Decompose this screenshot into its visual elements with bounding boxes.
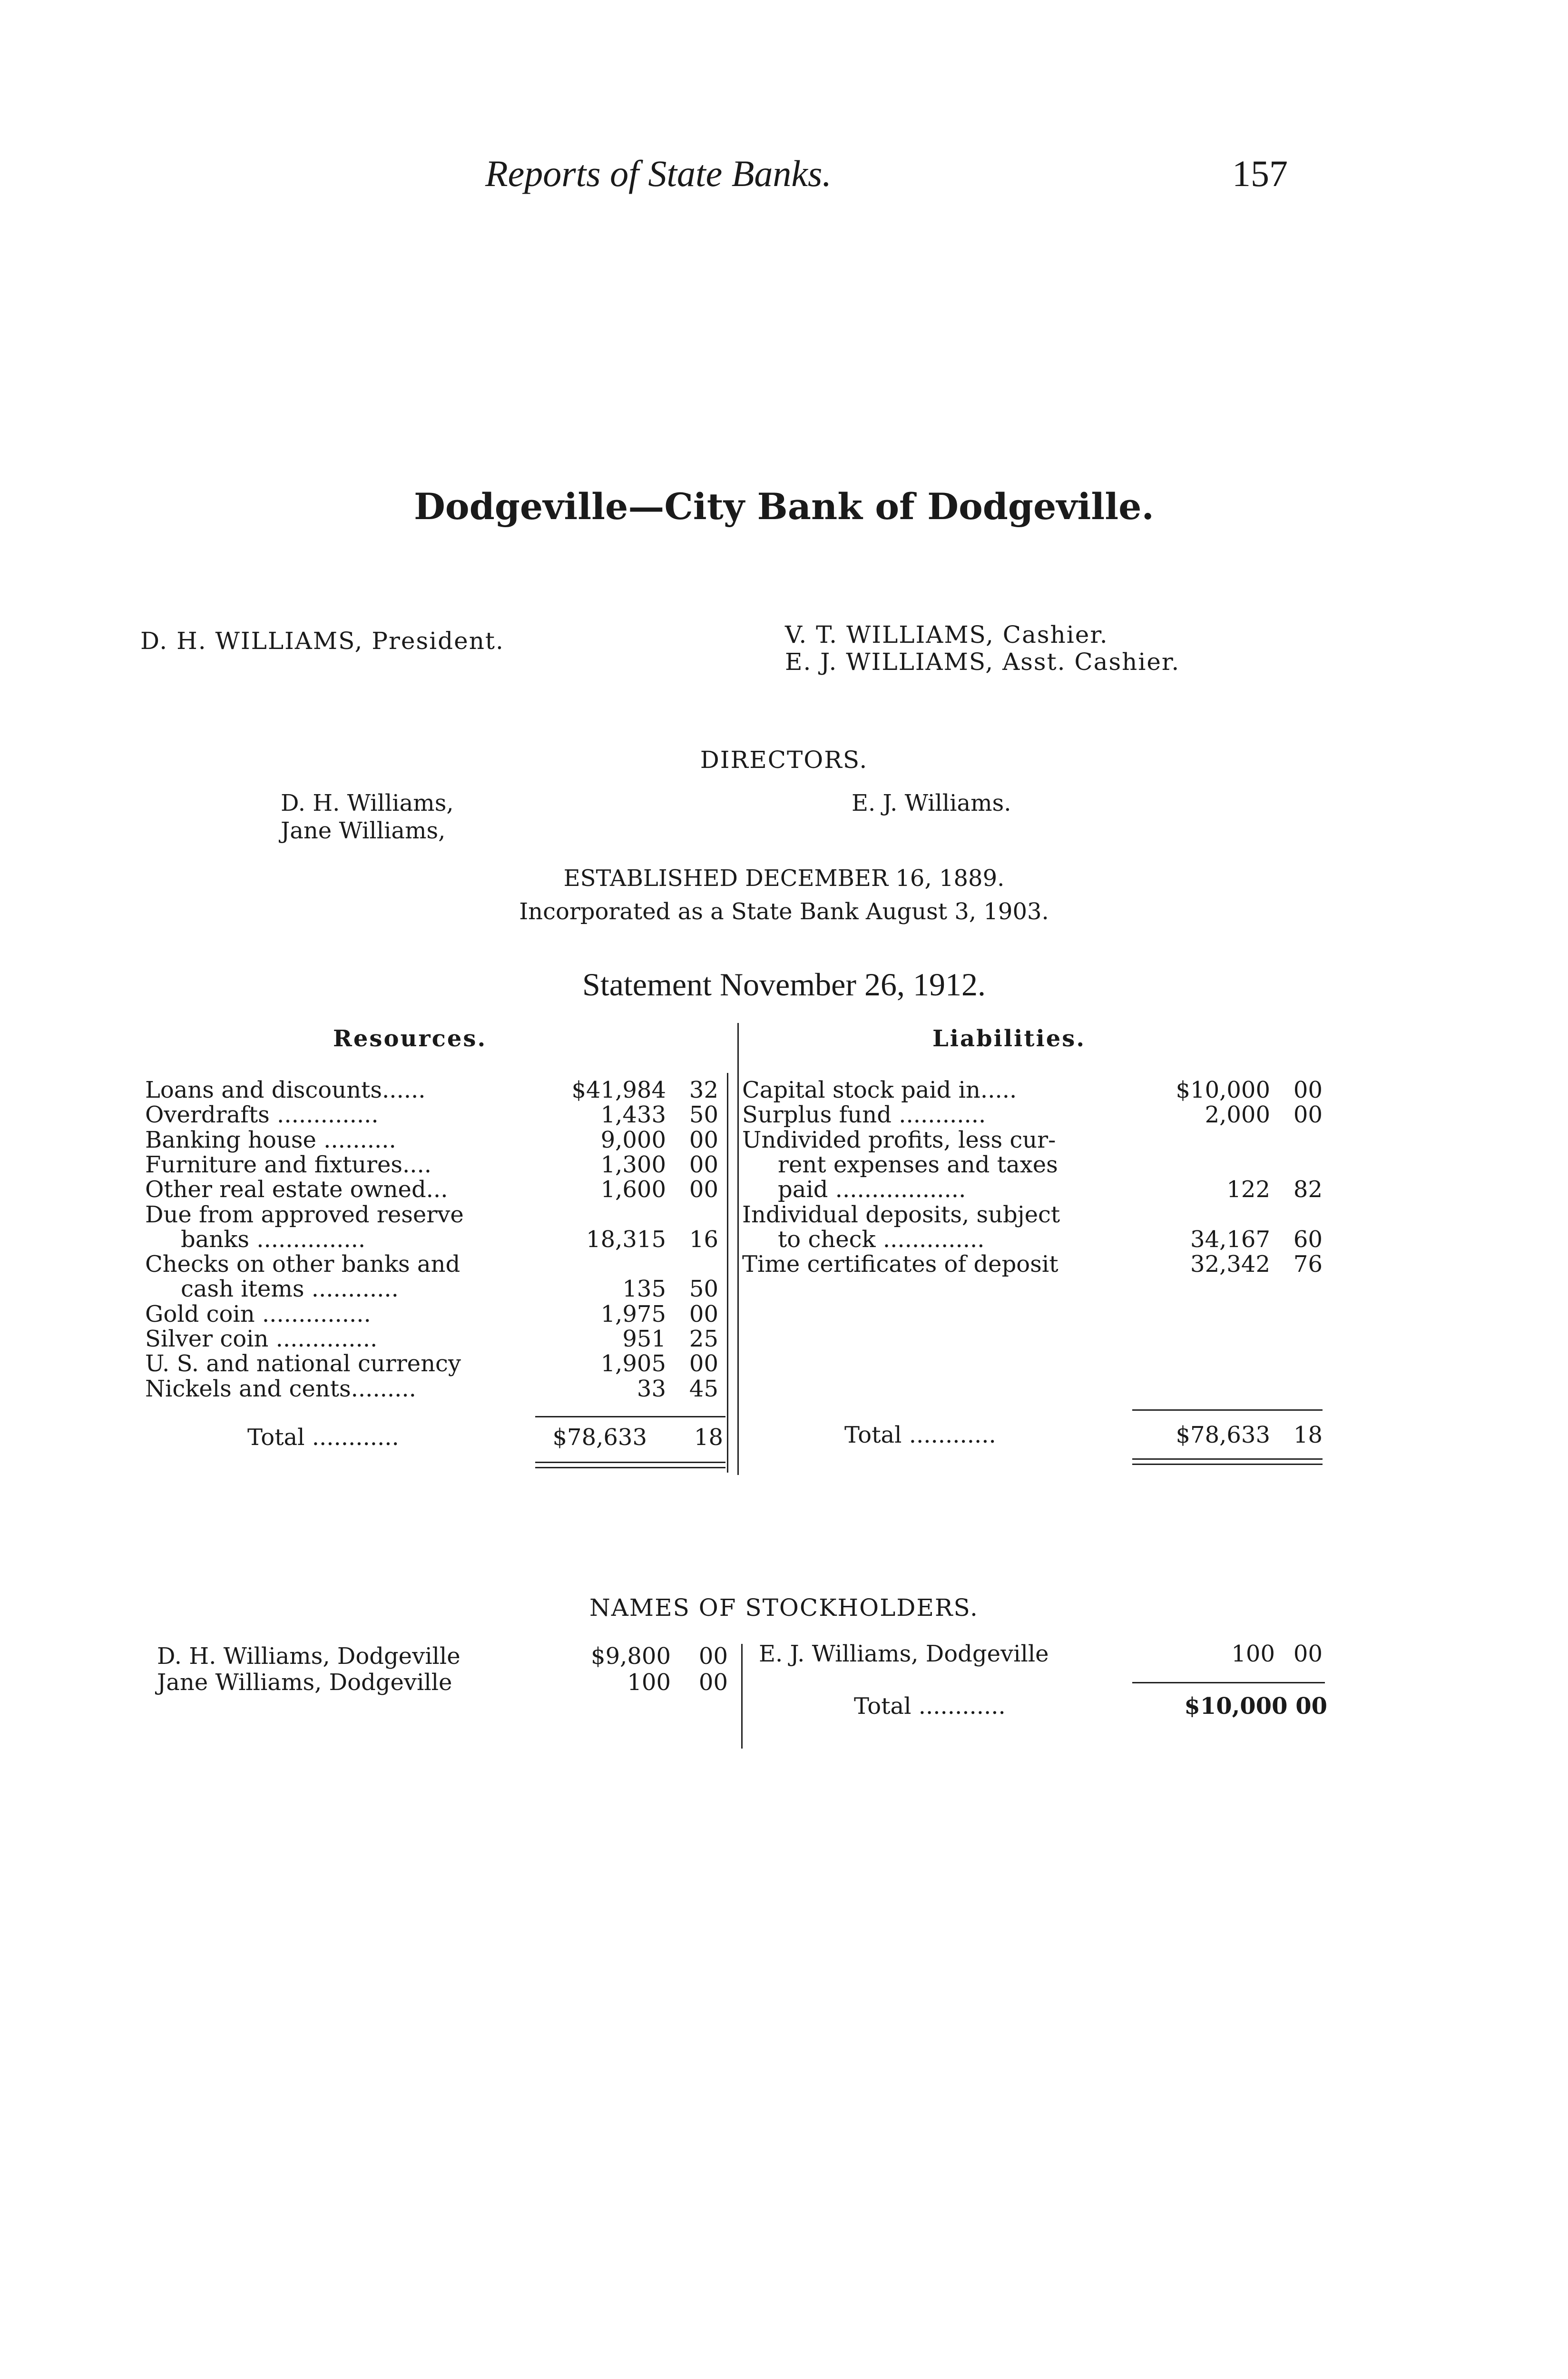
director-name: E. J. Williams. <box>852 790 1011 816</box>
resources-total-dollars: $78,633 <box>552 1424 647 1451</box>
liability-cents: 00 <box>1293 1077 1323 1103</box>
liability-label: to check .............. <box>778 1226 985 1253</box>
resource-cents: 00 <box>689 1301 718 1327</box>
resource-cents: 50 <box>689 1101 718 1128</box>
stockholder-dollars: 100 <box>627 1669 671 1696</box>
liability-cents: 82 <box>1293 1176 1323 1203</box>
resource-cents: 50 <box>689 1276 718 1302</box>
liabilities-total-cents: 18 <box>1293 1422 1323 1448</box>
resource-label: Gold coin ............... <box>145 1301 371 1327</box>
liability-cents: 76 <box>1293 1251 1323 1278</box>
stockholder-cents: 00 <box>698 1643 728 1670</box>
running-title: Reports of State Banks. <box>485 153 832 194</box>
resource-label: Loans and discounts...... <box>145 1077 426 1103</box>
resources-total-rule <box>535 1416 725 1417</box>
incorporated-line: Incorporated as a State Bank August 3, 1903. <box>519 898 1049 925</box>
resource-cents: 45 <box>689 1376 718 1402</box>
resource-cents: 00 <box>689 1176 718 1203</box>
liability-dollars: 122 <box>1226 1176 1270 1203</box>
resource-cents: 25 <box>689 1326 718 1352</box>
resources-heading: Resources. <box>333 1025 487 1052</box>
resource-label: Checks on other banks and <box>145 1251 461 1278</box>
resource-dollars: 1,975 <box>600 1301 666 1327</box>
liability-label: Undivided profits, less cur- <box>742 1127 1056 1153</box>
resource-dollars: 135 <box>622 1276 666 1302</box>
resource-label: banks ............... <box>181 1226 366 1253</box>
liability-label: Time certificates of deposit <box>742 1251 1058 1278</box>
resources-total-cents: 18 <box>694 1424 723 1451</box>
director-name: Jane Williams, <box>281 817 446 844</box>
resource-label: Silver coin .............. <box>145 1326 378 1352</box>
director-name: D. H. Williams, <box>281 790 454 816</box>
liability-label: Surplus fund ............ <box>742 1101 986 1128</box>
page-number: 157 <box>1232 153 1288 194</box>
stockholder-dollars: 100 <box>1231 1641 1275 1667</box>
stockholder-name: D. H. Williams, Dodgeville <box>157 1643 461 1670</box>
liabilities-total-label: Total ............ <box>844 1422 996 1448</box>
resource-dollars: 951 <box>622 1326 666 1352</box>
resource-dollars: 9,000 <box>600 1127 666 1153</box>
liability-dollars: 2,000 <box>1205 1101 1270 1128</box>
stockholder-name: E. J. Williams, Dodgeville <box>759 1641 1049 1667</box>
liability-dollars: 34,167 <box>1190 1226 1270 1253</box>
liability-label: Individual deposits, subject <box>742 1201 1060 1228</box>
established-line: ESTABLISHED DECEMBER 16, 1889. <box>563 865 1005 892</box>
resource-label: Overdrafts .............. <box>145 1101 379 1128</box>
liabilities-double-rule <box>1132 1458 1323 1465</box>
stockholders-divider <box>741 1644 743 1749</box>
liability-label: Capital stock paid in..... <box>742 1077 1017 1103</box>
bank-title: Dodgeville—City Bank of Dodgeville. <box>414 485 1154 528</box>
resource-cents: 00 <box>689 1127 718 1153</box>
resource-cents: 00 <box>689 1151 718 1178</box>
resource-dollars: $41,984 <box>571 1077 666 1103</box>
resource-label: U. S. and national currency <box>145 1350 461 1377</box>
stockholders-total-label: Total ............ <box>854 1693 1006 1720</box>
liability-cents: 00 <box>1293 1101 1323 1128</box>
stockholder-cents: 00 <box>698 1669 728 1696</box>
resource-cents: 32 <box>689 1077 718 1103</box>
directors-heading: DIRECTORS. <box>700 746 868 774</box>
liabilities-total-rule <box>1132 1409 1323 1411</box>
liabilities-heading: Liabilities. <box>932 1025 1086 1052</box>
resource-dollars: 1,300 <box>600 1151 666 1178</box>
liability-label: paid .................. <box>778 1176 966 1203</box>
resources-double-rule <box>535 1462 725 1468</box>
resource-label: Nickels and cents......... <box>145 1376 416 1402</box>
liability-dollars: 32,342 <box>1190 1251 1270 1278</box>
stockholder-dollars: $9,800 <box>591 1643 671 1670</box>
stockholders-total-rule <box>1132 1682 1325 1683</box>
president: D. H. WILLIAMS, President. <box>140 627 504 655</box>
resource-label: Furniture and fixtures.... <box>145 1151 432 1178</box>
stockholder-cents: 00 <box>1293 1641 1323 1667</box>
asst-cashier: E. J. WILLIAMS, Asst. Cashier. <box>785 648 1180 676</box>
resource-cents: 00 <box>689 1350 718 1377</box>
amount-rule <box>727 1073 728 1473</box>
column-divider <box>737 1023 739 1475</box>
cashier: V. T. WILLIAMS, Cashier. <box>785 621 1108 649</box>
resource-label: Other real estate owned... <box>145 1176 448 1203</box>
stockholders-total-amount: $10,000 00 <box>1184 1693 1327 1720</box>
resource-dollars: 1,905 <box>600 1350 666 1377</box>
liabilities-total-dollars: $78,633 <box>1176 1422 1270 1448</box>
resources-total-label: Total ............ <box>247 1424 399 1451</box>
resource-label: Due from approved reserve <box>145 1201 464 1228</box>
resource-dollars: 1,433 <box>600 1101 666 1128</box>
resource-cents: 16 <box>689 1226 718 1253</box>
resource-label: cash items ............ <box>181 1276 399 1302</box>
liability-label: rent expenses and taxes <box>778 1151 1058 1178</box>
resource-dollars: 1,600 <box>600 1176 666 1203</box>
liability-dollars: $10,000 <box>1176 1077 1270 1103</box>
resource-dollars: 33 <box>637 1376 666 1402</box>
stockholder-name: Jane Williams, Dodgeville <box>157 1669 452 1696</box>
resource-label: Banking house .......... <box>145 1127 396 1153</box>
statement-title: Statement November 26, 1912. <box>582 966 986 1003</box>
stockholders-heading: NAMES OF STOCKHOLDERS. <box>589 1594 979 1622</box>
resource-dollars: 18,315 <box>586 1226 666 1253</box>
liability-cents: 60 <box>1293 1226 1323 1253</box>
